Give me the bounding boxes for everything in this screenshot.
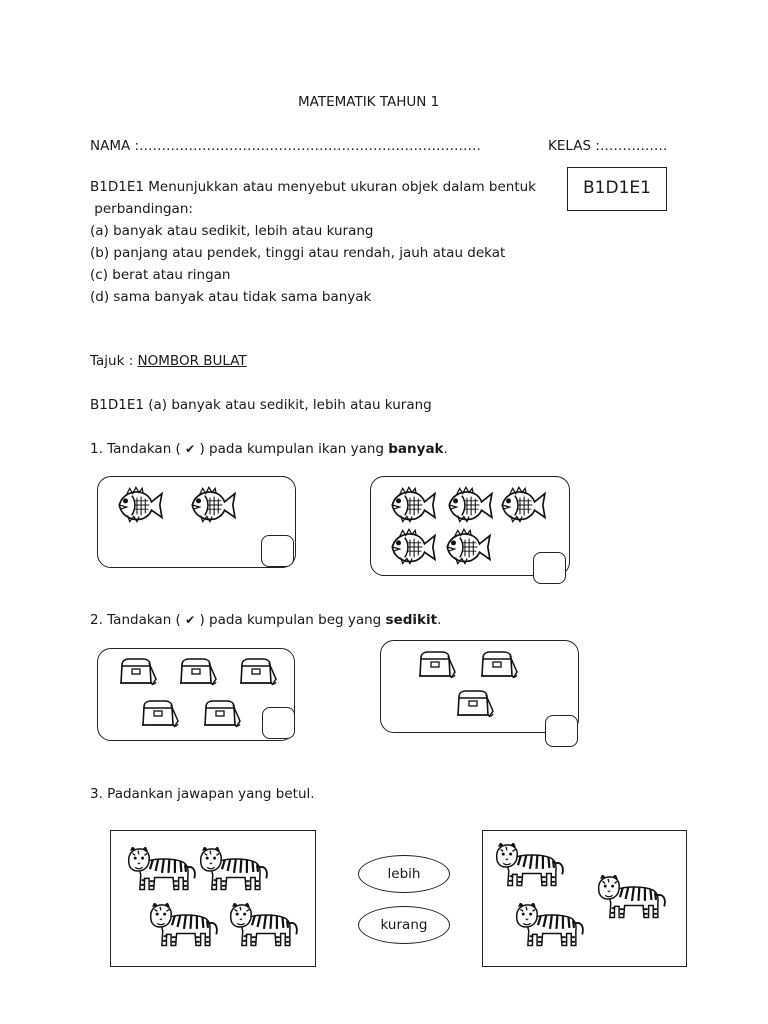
subtopic: B1D1E1 (a) banyak atau sedikit, lebih atau kurang [90,397,432,413]
option-lebih[interactable]: lebih [358,855,450,893]
page-title: MATEMATIK TAHUN 1 [298,94,440,110]
bag-icon [413,648,457,682]
answer-box-q2-right[interactable] [545,715,578,747]
standard-line: (a) banyak atau sedikit, lebih atau kurang [90,223,374,239]
question-text: ) pada kumpulan beg yang [199,612,386,628]
fish-icon [442,485,494,525]
question-1 [90,441,448,457]
bag-icon [114,655,158,689]
fish-icon [495,485,547,525]
topic-value: NOMBOR BULAT [137,353,247,369]
tiger-icon [125,847,199,895]
answer-box-q1-right[interactable] [533,552,566,584]
tiger-icon [227,903,301,951]
question-3: 3. Padankan jawapan yang betul. [90,786,315,802]
question-keyword: sedikit [385,612,438,628]
standard-line: (d) sama banyak atau tidak sama banyak [90,289,372,305]
fish-icon [440,527,492,567]
question-text: . [443,441,448,457]
answer-box-q2-left[interactable] [262,707,295,739]
question-text: . [437,612,442,628]
name-field[interactable]: NAMA :…………………………………………………………………. [90,138,481,154]
topic-label: Tajuk : [90,353,138,369]
tiger-icon [493,843,567,891]
class-field[interactable]: KELAS :…………… [548,138,668,154]
topic [90,353,247,369]
standard-line: (b) panjang atau pendek, tinggi atau rendah, jauh atau dekat [90,245,506,261]
fish-icon [385,485,437,525]
standard-line: perbandingan: [90,201,193,217]
tiger-icon [197,847,271,895]
tiger-icon [147,903,221,951]
standard-line: (c) berat atau ringan [90,267,231,283]
tiger-group-right [482,830,687,967]
tick-icon: ✔ [185,613,196,627]
bag-icon [234,655,278,689]
question-2 [90,612,441,628]
bag-icon [475,648,519,682]
question-keyword: banyak [388,441,444,457]
option-kurang[interactable]: kurang [358,906,450,944]
code-box: B1D1E1 [567,167,667,211]
question-text: ) pada kumpulan ikan yang [199,441,389,457]
question-text: 2. Tandakan ( [90,612,181,628]
fish-icon [112,485,164,525]
bag-icon [136,697,180,731]
tiger-icon [595,875,669,923]
tick-icon: ✔ [185,442,196,456]
bag-icon [174,655,218,689]
tiger-group-left [110,830,316,967]
question-text: 1. Tandakan ( [90,441,181,457]
bag-icon [198,697,242,731]
fish-icon [385,527,437,567]
answer-box-q1-left[interactable] [261,535,294,567]
bag-icon [451,687,495,721]
fish-icon [185,485,237,525]
tiger-icon [513,903,587,951]
standard-line: B1D1E1 Menunjukkan atau menyebut ukuran objek dalam bentuk [90,179,536,195]
